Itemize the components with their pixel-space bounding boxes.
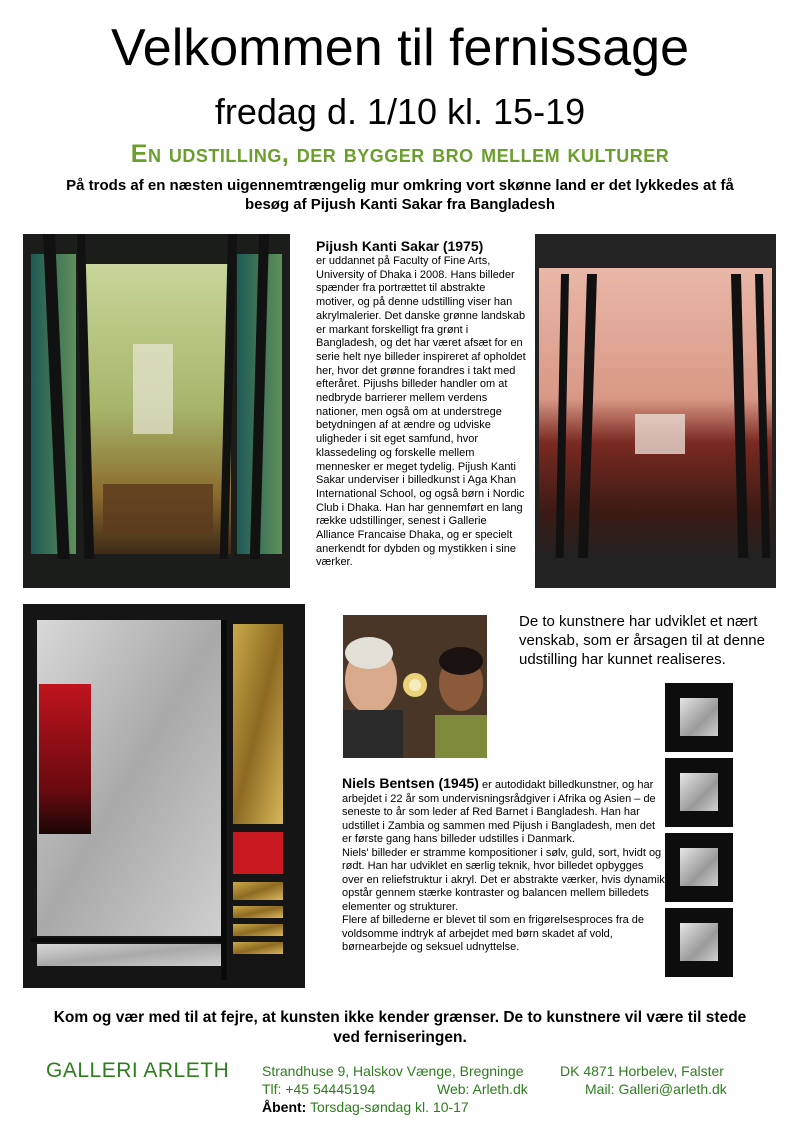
tagline: En udstilling, der bygger bro mellem kulturer (130, 140, 670, 168)
artist2-bio-p1: er autodidakt billedkunstner, og har arbejdet i 22 år som undervisningsrådgiver i Afrika og Asien – de seneste to år som leder af Red Barnet i Bangladesh. Han har udstillet i Zambia og sammen med Pijush i Bangladesh, men det er første gang hans billeder udstilles i Danmark. (342, 779, 656, 845)
opening-hours (262, 1098, 469, 1116)
painting-green-abstract (23, 234, 290, 588)
intro-text: På trods af en næsten uigennemtrængelig mur omkring vort skønne land er det lykkedes at få besøg af Pijush Kanti Sakar fra Bangladesh (66, 177, 734, 213)
opening-hours-label: Åbent: (262, 1099, 307, 1115)
artist2-bio-p2: Niels' billeder er stramme kompositioner i sølv, guld, sort, hvidt og rødt. Han har udviklet en særlig teknik, hvor billedet opbygges over en reliefstruktur i akryl. Det er abstrakte værker, hvis dynamik opstår gennem stærke kontraster og balancen mellem billedets elementer og strukturer. (342, 846, 665, 913)
invitation-text: Kom og vær med til at fejre, at kunsten ikke kender grænser. De to kunstnere vil være til stede ved ferniseringen. (53, 1009, 747, 1046)
painting-silver-gold-red (23, 604, 305, 988)
artist2-name: Niels Bentsen (1945) (342, 775, 479, 791)
gallery-mail: Mail: Galleri@arleth.dk (585, 1081, 727, 1097)
thumbnail-artwork (665, 908, 733, 977)
artist1-bio-text: er uddannet på Faculty of Fine Arts, University of Dhaka i 2008. Hans billeder spænder fra portrættet til abstrakte motiver, og på denne udstilling viser han akrylmalerier. Det danske grønne landskab er markant forskelligt fra grønt i Bangladesh, og det har været afsæt for en serie helt nye billeder inspireret af opholdet her, hvor det grønne forandres i takt med efteråret. Pijushs billeder handler om at nedbryde barrierer mellem verdens nationer, men også om at understrege betydningen af at ændre og udviske uligheder i sit eget samfund, hvor klassedeling og forskelle mellem mennesker er meget tydelig. Pijush Kanti Sakar underviser i billedkunst i Aga Khan International School, og også børn i Nordic Club i Dhaka. Han har gennemført en lang række udstillinger, senest i Gallerie Alliance Francaise Dhaka, og er specielt anerkendt for dybden og mystikken i sine værker. (316, 255, 526, 569)
opening-hours-value: Torsdag-søndag kl. 10-17 (306, 1099, 469, 1115)
painting-pink-abstract (535, 234, 776, 588)
gallery-postal: DK 4871 Horbelev, Falster (560, 1063, 724, 1079)
event-date: fredag d. 1/10 kl. 15-19 (214, 91, 586, 132)
gallery-phone: Tlf: +45 54445194 (262, 1081, 376, 1097)
thumbnail-artwork (665, 683, 733, 752)
artist1-bio (316, 238, 526, 570)
gallery-name: GALLERI ARLETH (46, 1059, 230, 1082)
gallery-address: Strandhuse 9, Halskov Vænge, Bregninge (262, 1063, 524, 1079)
friendship-text: De to kunstnere har udviklet et nært venskab, som er årsagen til at denne udstilling har kunnet realiseres. (519, 613, 765, 668)
gallery-web: Web: Arleth.dk (437, 1081, 528, 1097)
artist1-name: Pijush Kanti Sakar (1975) (316, 238, 484, 254)
thumbnail-artwork (665, 833, 733, 902)
artist2-bio-p3: Flere af billederne er blevet til som en frigørelsesproces fra de voldsomme indtryk af arbejdet med børn skadet af vold, børnearbejde og seksuel udnyttelse. (342, 914, 645, 953)
artists-photo (343, 615, 487, 758)
artist2-bio (342, 777, 667, 955)
thumbnail-artwork (665, 758, 733, 827)
page-title: Velkommen til fernissage (110, 19, 690, 77)
